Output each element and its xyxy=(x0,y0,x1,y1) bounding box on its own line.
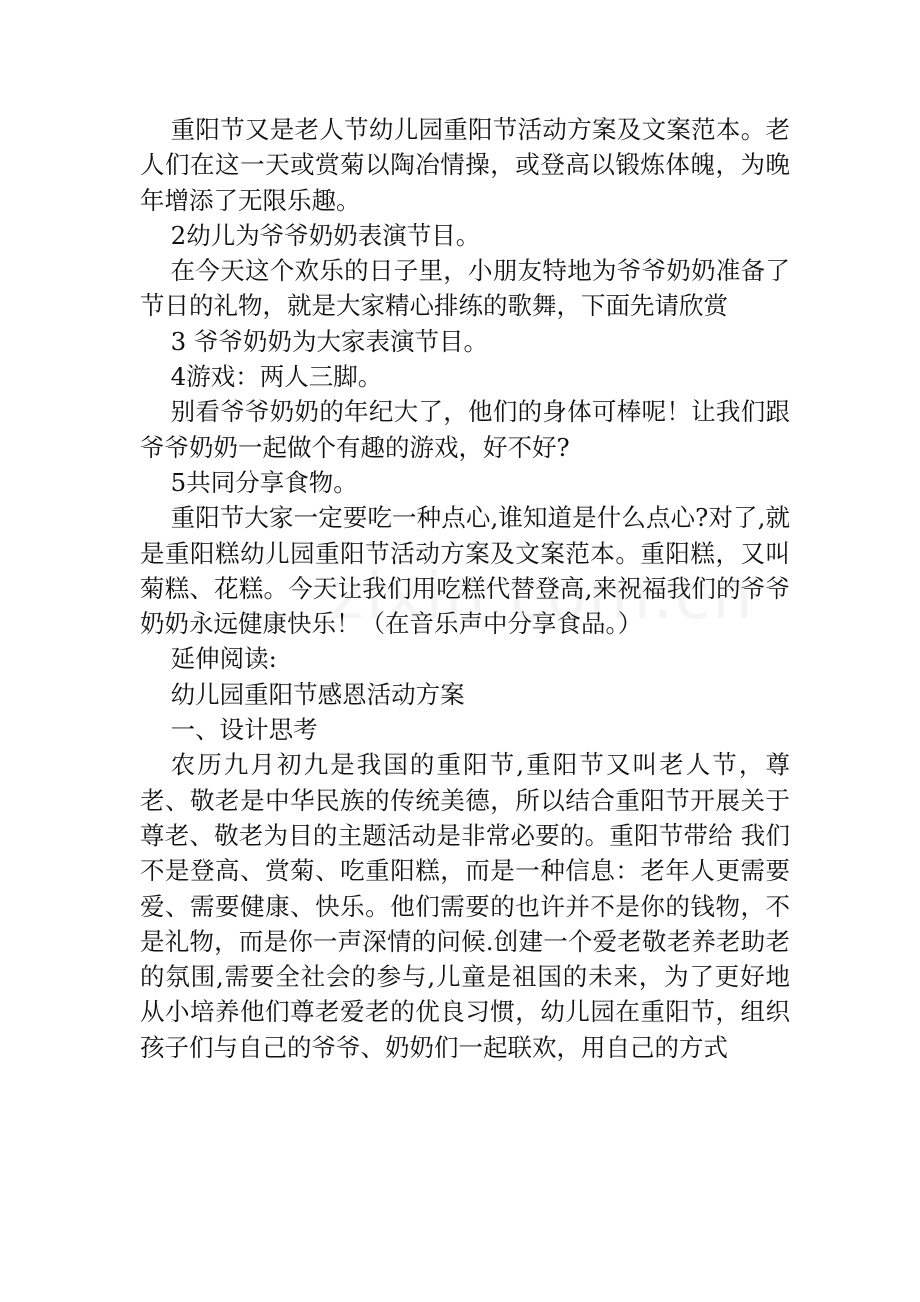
paragraph-item-4-detail: 别看爷爷奶奶的年纪大了，他们的身体可棒呢！让我们跟爷爷奶奶一起做个有趣的游戏，好不好? xyxy=(140,397,790,462)
document-body xyxy=(140,112,790,1065)
paragraph-item-2-detail: 在今天这个欢乐的日子里，小朋友特地为爷爷奶奶准备了节日的礼物，就是大家精心排练的歌舞，下面先请欣赏 xyxy=(140,256,790,321)
paragraph-item-5-detail: 重阳节大家一定要吃一种点心,谁知道是什么点心?对了,就是重阳糕幼儿园重阳节活动方案及文案范本。重阳糕，又叫菊糕、花糕。今天让我们用吃糕代替登高,来祝福我们的爷爷奶奶永远健康快乐！（在音乐声中分享食品。） xyxy=(140,503,790,639)
paragraph-item-4: 4游戏：两人三脚。 xyxy=(170,362,383,392)
paragraph-item-3: 3 爷爷奶奶为大家表演节目。 xyxy=(170,326,488,356)
paragraph-intro: 重阳节又是老人节幼儿园重阳节活动方案及文案范本。老人们在这一天或赏菊以陶冶情操，或登高以锻炼体魄，为晚年增添了无限乐趣。 xyxy=(140,115,790,215)
section-title: 幼儿园重阳节感恩活动方案 xyxy=(170,679,465,709)
paragraph-design-body: 农历九月初九是我国的重阳节,重阳节又叫老人节，尊老、敬老是中华民族的传统美德，所以结合重阳节开展关于尊老、敬老为目的主题活动是非常必要的。重阳节带给 我们不是登高、赏菊、吃重阳糕，而是一种信息：老年人更需要爱、需要健康、快乐。他们需要的也许并不是你的钱物，不是礼物，而是你一声深情的问候.创建一个爱老敬老养老助老的氛围,需要全社会的参与,儿童是祖国的未来，为了更好地从小培养他们尊老爱老的优良习惯，幼儿园在重阳节，组织孩子们与自己的爷爷、奶奶们一起联欢，用自己的方式 xyxy=(140,750,790,1062)
paragraph-extended-reading: 延伸阅读: xyxy=(170,644,277,674)
paragraph-item-5: 5共同分享食物。 xyxy=(170,467,358,497)
section-heading-design: 一、设计思考 xyxy=(170,715,318,745)
paragraph-item-2: 2幼儿为爷爷奶奶表演节目。 xyxy=(170,220,481,250)
